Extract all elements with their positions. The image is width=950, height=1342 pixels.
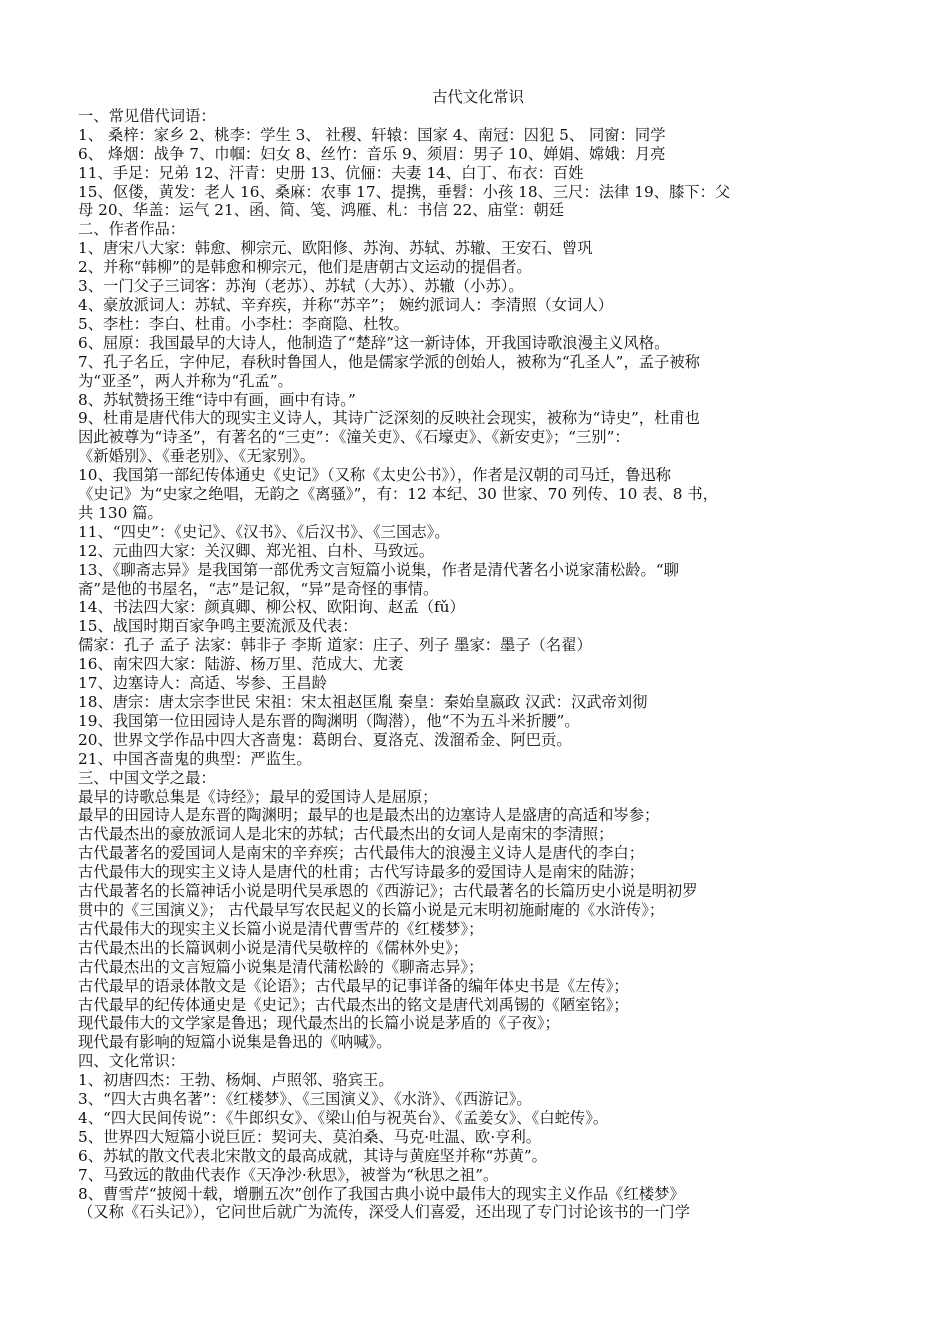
text-line: 15、伛偻，黄发：老人 16、桑麻：农事 17、提携，垂髫：小孩 18、三尺：法律 19、膝下：父: [78, 182, 731, 201]
text-line: 4、豪放派词人：苏轼、辛弃疾，并称“苏辛”； 婉约派词人：李清照（女词人）: [78, 295, 614, 314]
text-line: 16、南宋四大家：陆游、杨万里、范成大、尤袤: [78, 655, 404, 674]
text-line: 17、边塞诗人：高适、岑参、王昌龄: [78, 674, 327, 693]
text-line: 19、我国第一位田园诗人是东晋的陶渊明（陶潜），他“不为五斗米折腰”。: [78, 711, 580, 730]
text-line: 《新婚别》、《垂老别》、《无家别》。: [78, 447, 316, 466]
document-title: 古代文化常识: [432, 88, 524, 106]
text-line: 贯中的《三国演义》； 古代最早写农民起义的长篇小说是元末明初施耐庵的《水浒传》；: [78, 900, 665, 919]
text-line: 古代最早的纪传体通史是《史记》；古代最杰出的铭文是唐代刘禹锡的《陋室铭》；: [78, 995, 629, 1014]
text-line: （又称《石头记》），它问世后就广为流传，深受人们喜爱，还出现了专门讨论该书的一门学: [78, 1203, 690, 1222]
text-line: 古代最杰出的豪放派词人是北宋的苏轼；古代最杰出的女词人是南宋的李清照；: [78, 825, 614, 844]
text-line: 2、并称“韩柳”的是韩愈和柳宗元，他们是唐朝古文运动的提倡者。: [78, 258, 532, 277]
text-line: 古代最早的语录体散文是《论语》；古代最早的记事详备的编年体史书是《左传》；: [78, 976, 629, 995]
text-line: 四、文化常识：: [78, 1052, 186, 1071]
text-line: 古代最著名的长篇神话小说是明代吴承恩的《西游记》；古代最著名的长篇历史小说是明初罗: [78, 882, 698, 901]
text-line: 13、《聊斋志异》是我国第一部优秀文言短篇小说集，作者是清代著名小说家蒲松龄。“聊: [78, 560, 679, 579]
text-line: 《史记》为“史家之绝唱，无韵之《离骚》”，有：12 本纪、30 世家、70 列传、10 表、8 书，: [78, 485, 718, 504]
text-line: 8、曹雪芹“披阅十载，增删五次”创作了我国古典小说中最伟大的现实主义作品《红楼梦》: [78, 1184, 685, 1203]
text-line: 8、苏轼赞扬王维“诗中有画，画中有诗。”: [78, 390, 356, 409]
text-line: 6、苏轼的散文代表北宋散文的最高成就，其诗与黄庭坚并称“苏黄”。: [78, 1146, 547, 1165]
text-line: 14、书法四大家：颜真卿、柳公权、欧阳询、赵孟（fǔ）: [78, 598, 465, 617]
text-line: 6、 烽烟：战争 7、巾帼：妇女 8、丝竹：音乐 9、须眉：男子 10、婵娟、嫦娥：月亮: [78, 144, 666, 163]
text-line: 最早的诗歌总集是《诗经》；最早的爱国诗人是屈原；: [78, 787, 438, 806]
text-line: 18、唐宗：唐太宗李世民 宋祖：宋太祖赵匡胤 秦皇：秦始皇嬴政 汉武：汉武帝刘彻: [78, 693, 648, 711]
text-line: 12、元曲四大家：关汉卿、郑光祖、白朴、马致远。: [78, 541, 434, 560]
text-line: 10、我国第一部纪传体通史《史记》（又称《太史公书》），作者是汉朝的司马迁，鲁迅称: [78, 466, 672, 485]
text-line: 儒家：孔子 孟子 法家：韩非子 李斯 道家：庄子、列子 墨家：墨子（名翟）: [78, 636, 592, 655]
text-line: 斋”是他的书屋名，“志”是记叙，“异”是奇怪的事情。: [78, 579, 439, 598]
text-line: 最早的田园诗人是东晋的陶渊明；最早的也是最杰出的边塞诗人是盛唐的高适和岑参；: [78, 806, 660, 825]
text-line: 1、初唐四杰：王勃、杨炯、卢照邻、骆宾王。: [78, 1071, 394, 1090]
text-line: 7、孔子名丘，字仲尼，春秋时鲁国人，他是儒家学派的创始人，被称为“孔圣人”，孟子被称: [78, 352, 700, 371]
text-line: 1、唐宋八大家：韩愈、柳宗元、欧阳修、苏洵、苏轼、苏辙、王安石、曾巩: [78, 239, 593, 258]
text-line: 古代最著名的爱国词人是南宋的辛弃疾；古代最伟大的浪漫主义诗人是唐代的李白；: [78, 844, 644, 863]
document-page: [78, 88, 878, 1222]
text-line: 20、世界文学作品中四大吝啬鬼：葛朗台、夏洛克、泼溜希金、阿巴贡。: [78, 730, 572, 749]
text-line: 现代最伟大的文学家是鲁迅；现代最杰出的长篇小说是茅盾的《子夜》；: [78, 1014, 560, 1033]
document-body: [78, 107, 878, 1222]
text-line: 二、作者作品：: [78, 220, 186, 239]
text-line: 3、一门父子三词客：苏洵（老苏）、苏轼（大苏）、苏辙（小苏）。: [78, 277, 524, 296]
text-line: 15、战国时期百家争鸣主要流派及代表：: [78, 617, 358, 636]
text-line: 古代最伟大的现实主义诗人是唐代的杜甫；古代写诗最多的爱国诗人是南宋的陆游；: [78, 863, 644, 882]
text-line: 5、李杜：李白、杜甫。小李杜：李商隐、杜牧。: [78, 314, 409, 333]
text-line: 6、屈原：我国最早的大诗人，他制造了“楚辞”这一新诗体，开我国诗歌浪漫主义风格。: [78, 333, 670, 352]
text-line: 古代最杰出的长篇讽刺小说是清代吴敬梓的《儒林外史》；: [78, 938, 469, 957]
text-line: 21、中国吝啬鬼的典型：严监生。: [78, 749, 312, 768]
text-line: 11、“四史”：《史记》、《汉书》、《后汉书》、《三国志》。: [78, 522, 450, 541]
text-line: 母 20、华盖：运气 21、函、简、笺、鸿雁、札：书信 22、庙堂：朝廷: [78, 201, 564, 220]
text-line: 现代最有影响的短篇小说集是鲁迅的《呐喊》。: [78, 1033, 392, 1052]
text-line: 古代最杰出的文言短篇小说集是清代蒲松龄的《聊斋志异》；: [78, 957, 484, 976]
text-line: 5、世界四大短篇小说巨匠：契诃夫、莫泊桑、马克·吐温、欧·亨利。: [78, 1127, 542, 1146]
text-line: 古代最伟大的现实主义长篇小说是清代曹雪芹的《红楼梦》；: [78, 919, 484, 938]
text-line: 7、马致远的散曲代表作《天净沙·秋思》，被誉为“秋思之祖”。: [78, 1165, 499, 1184]
text-line: 三、中国文学之最：: [78, 768, 216, 787]
text-line: 9、杜甫是唐代伟大的现实主义诗人，其诗广泛深刻的反映社会现实，被称为“诗史”，杜甫也: [78, 409, 700, 428]
text-line: 3、“四大古典名著”：《红楼梦》、《三国演义》、《水浒》、《西游记》。: [78, 1090, 532, 1109]
text-line: 4、“四大民间传说”：《牛郎织女》、《梁山伯与祝英台》、《孟姜女》、《白蛇传》。: [78, 1108, 609, 1127]
text-line: 一、常见借代词语：: [78, 106, 216, 125]
text-line: 为“亚圣”，两人并称为“孔孟”。: [78, 371, 293, 390]
text-line: 因此被尊为“诗圣”，有著名的“三吏”：《潼关吏》、《石壕吏》、《新安吏》；“三别”：: [78, 428, 630, 447]
text-line: 11、手足：兄弟 12、汗青：史册 13、伉俪：夫妻 14、白丁、布衣：百姓: [78, 163, 584, 182]
text-line: 1、 桑梓：家乡 2、桃李：学生 3、 社稷、轩辕：国家 4、南冠：囚犯 5、 同窗：同学: [78, 125, 666, 144]
text-line: 共 130 篇。: [78, 503, 163, 522]
